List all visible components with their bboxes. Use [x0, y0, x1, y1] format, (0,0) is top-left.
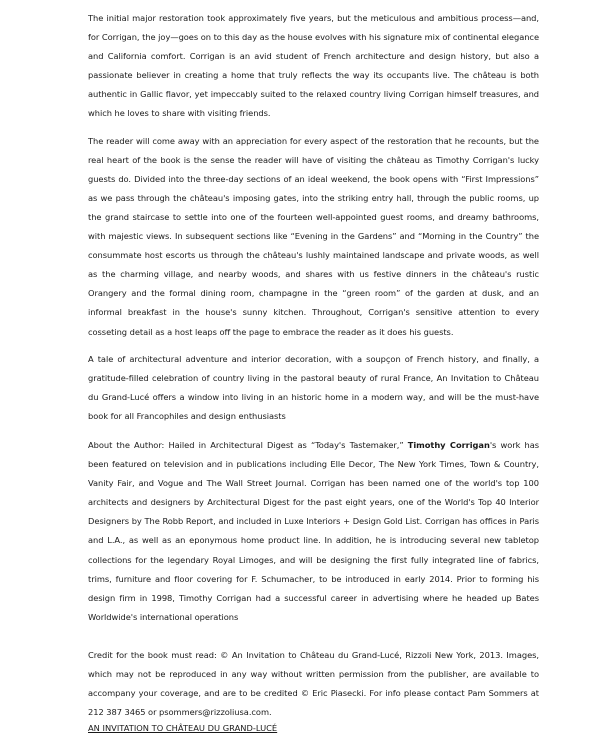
about-author-intro: About the Author: Hailed in Architectural Digest as “Today's Tastemaker,” — [88, 439, 408, 450]
about-author-body: 's work has been featured on television and in publications including Elle Decor, The New York Times, Town & Country, Vanity Fair, and Vogue and The Wall Street Journal. Corrigan has been named one of the world's top 100 architects and designers by Architectural Digest for the past eight years, one of the World's Top 40 Interior Designers by The Robb Report, and included in Luxe Interiors + Design Gold List. Corrigan has offices in Paris and L.A., as well as an eponymous home product line. In addition, he is introducing several new tabletop collections for the legendary Royal Limoges, and will be designing the first fully integrated line of fabrics, trims, furniture and floor covering for F. Schumacher, to be introduced in early 2014. Prior to forming his design firm in 1998, Timothy Corrigan had a successful career in advertising where he headed up Bates Worldwide's international operations — [88, 439, 540, 622]
reader-paragraph: The reader will come away with an appreciation for every aspect of the restoration that he recounts, but the real heart of the book is the sense the reader will have of visiting the château as Timothy Corrigan's lucky guests do. Divided into the three-day sections of an ideal weekend, the book opens with “First Impressions” as we pass through the château's imposing gates, into the striking entry hall, through the public rooms, up the grand staircase to settle into one of the fourteen well-appointed guest rooms, and dreamy bathrooms, with majestic views. In subsequent sections like “Evening in the Gardens” and “Morning in the Country” the consummate host escorts us through the château's lushly maintained landscape and private woods, as well as the charming village, and nearby woods, and shares with us festive dinners in the château's rustic Orangery and the formal dining room, champagne in the “green room” of the garden at dusk, and an informal breakfast in the house's sunny kitchen. Throughout, Corrigan's sensitive attention to every cosseting detail as a host leaps off the page to embrace the reader as it does his guests. — [88, 135, 539, 337]
document-page — [88, 9, 539, 734]
restoration-paragraph: The initial major restoration took approximately five years, but the meticulous and ambitious process—and, for Corrigan, the joy—goes on to this day as the house evolves with his signature mix of continental elegance and California comfort. Corrigan is an avid student of French architecture and design history, but also a passionate believer in creating a home that truly reflects the way its occupants live. The château is both authentic in Gallic flavor, yet impeccably suited to the relaxed country living Corrigan himself treasures, and which he loves to share with visiting friends. — [88, 13, 539, 119]
author-name: Timothy Corrigan — [407, 439, 490, 450]
about-author-paragraph — [88, 436, 539, 627]
tale-paragraph: A tale of architectural adventure and interior decoration, with a soupçon of French history, and finally, a gratitude-filled celebration of country living in the pastoral beauty of rural France, An Invitation to Château du Grand-Lucé offers a window into living in an historic home in a modern way, and will be the must-have book for all Francophiles and design enthusiasts — [88, 353, 539, 421]
book-title-heading: AN INVITATION TO CHÂTEAU DU GRAND-LUCÉ — [88, 723, 278, 734]
credit-paragraph: Credit for the book must read: © An Invitation to Château du Grand-Lucé, Rizzoli New York, 2013. Images, which may not be reproduced in any way without written permission from the publisher, are available to accompany your coverage, and are to be credited © Eric Piasecki. For info please contact Pam Sommers at 212 387 3465 or psommers@rizzoliusa.com. — [88, 649, 539, 718]
